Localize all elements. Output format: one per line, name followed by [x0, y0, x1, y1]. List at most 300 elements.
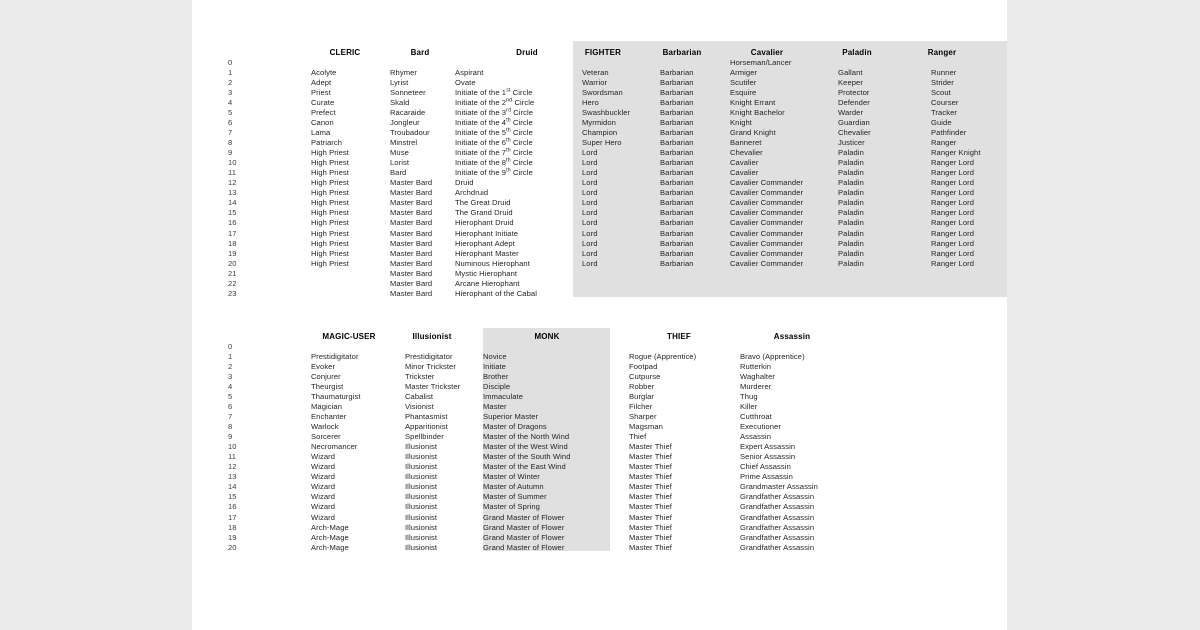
- cell-magic_user: Wizard: [311, 452, 336, 462]
- cell-monk: Master of Autumn: [483, 482, 544, 492]
- cell-monk: Master of Winter: [483, 472, 540, 482]
- row-number: 10: [228, 442, 237, 452]
- cell-ranger: Ranger Lord: [931, 198, 975, 208]
- cell-illusionist: Illusionist: [405, 502, 438, 512]
- column-header-monk: MONK: [534, 332, 560, 341]
- row-number: 12: [228, 462, 237, 472]
- column-header-bard: Bard: [410, 48, 430, 57]
- cell-illusionist: Visionist: [405, 402, 434, 412]
- cell-thief: Master Thief: [629, 532, 672, 542]
- cell-illusionist: Illusionist: [405, 482, 438, 492]
- cell-ranger: Ranger Lord: [931, 258, 975, 268]
- cell-paladin: Paladin: [838, 168, 864, 178]
- row-number: 2: [228, 78, 233, 88]
- cell-monk: Brother: [483, 372, 509, 382]
- cell-cleric: High Priest: [311, 238, 349, 248]
- cell-paladin: Paladin: [838, 218, 864, 228]
- cell-druid: Initiate of the 3rd Circle: [455, 107, 534, 118]
- cell-assassin: Murderer: [740, 382, 772, 392]
- cell-fighter: Swordsman: [582, 88, 623, 98]
- cell-cleric: Adept: [311, 78, 332, 88]
- cell-ranger: Pathfinder: [931, 128, 967, 138]
- cell-monk: Superior Master: [483, 412, 539, 422]
- cell-barbarian: Barbarian: [660, 258, 694, 268]
- cell-monk: Master of the North Wind: [483, 432, 570, 442]
- cell-thief: Master Thief: [629, 462, 672, 472]
- cell-cleric: High Priest: [311, 258, 349, 268]
- cell-thief: Rogue (Apprentice): [629, 352, 697, 362]
- row-number: 7: [228, 412, 233, 422]
- cell-assassin: Thug: [740, 392, 758, 402]
- cell-fighter: Lord: [582, 178, 598, 188]
- column-header-thief: THIEF: [667, 332, 691, 341]
- cell-fighter: Lord: [582, 188, 598, 198]
- cell-monk: Initiate: [483, 362, 506, 372]
- cell-paladin: Paladin: [838, 158, 864, 168]
- cell-paladin: Paladin: [838, 178, 864, 188]
- cell-thief: Thief: [629, 432, 647, 442]
- cell-thief: Sharper: [629, 412, 657, 422]
- cell-thief: Magsman: [629, 422, 663, 432]
- cell-cavalier: Armiger: [730, 68, 758, 78]
- cell-monk: Grand Master of Flower: [483, 532, 565, 542]
- cell-paladin: Paladin: [838, 258, 864, 268]
- cell-barbarian: Barbarian: [660, 118, 694, 128]
- cell-bard: Racaraide: [390, 108, 426, 118]
- cell-magic_user: Thaumaturgist: [311, 392, 361, 402]
- cell-thief: Burglar: [629, 392, 655, 402]
- row-number: 13: [228, 472, 237, 482]
- cell-bard: Master Bard: [390, 238, 433, 248]
- row-number: 16: [228, 502, 237, 512]
- cell-assassin: Grandfather Assassin: [740, 512, 815, 522]
- cell-paladin: Warder: [838, 108, 864, 118]
- cell-barbarian: Barbarian: [660, 188, 694, 198]
- row-number: 9: [228, 148, 233, 158]
- cell-druid: Initiate of the 1st Circle: [455, 87, 533, 98]
- cell-fighter: Lord: [582, 218, 598, 228]
- cell-bard: Master Bard: [390, 258, 433, 268]
- cell-fighter: Lord: [582, 258, 598, 268]
- cell-barbarian: Barbarian: [660, 108, 694, 118]
- row-number: 1: [228, 352, 233, 362]
- row-number: 18: [228, 238, 237, 248]
- cell-illusionist: Illusionist: [405, 452, 438, 462]
- row-number: 3: [228, 88, 233, 98]
- cell-fighter: Lord: [582, 248, 598, 258]
- cell-bard: Master Bard: [390, 228, 433, 238]
- cell-bard: Master Bard: [390, 218, 433, 228]
- cell-fighter: Lord: [582, 208, 598, 218]
- cell-thief: Master Thief: [629, 512, 672, 522]
- cell-cleric: Acolyte: [311, 68, 337, 78]
- cell-assassin: Waghalter: [740, 372, 776, 382]
- row-number: 21: [228, 268, 237, 278]
- cell-bard: Master Bard: [390, 198, 433, 208]
- cell-barbarian: Barbarian: [660, 128, 694, 138]
- cell-druid: Numinous Hierophant: [455, 258, 530, 268]
- cell-druid: Arcane Hierophant: [455, 278, 520, 288]
- cell-fighter: Lord: [582, 158, 598, 168]
- cell-cleric: Prefect: [311, 108, 336, 118]
- cell-illusionist: Illusionist: [405, 442, 438, 452]
- cell-cavalier: Cavalier Commander: [730, 188, 804, 198]
- cell-barbarian: Barbarian: [660, 248, 694, 258]
- cell-fighter: Myrmidon: [582, 118, 616, 128]
- cell-monk: Master of the East Wind: [483, 462, 566, 472]
- cell-assassin: Chief Assassin: [740, 462, 791, 472]
- cell-ranger: Ranger Lord: [931, 208, 975, 218]
- cell-ranger: Guide: [931, 118, 952, 128]
- row-number: 17: [228, 228, 237, 238]
- cell-druid: Initiate of the 9th Circle: [455, 167, 533, 178]
- column-header-assassin: Assassin: [773, 332, 811, 341]
- cell-bard: Muse: [390, 148, 409, 158]
- cell-thief: Master Thief: [629, 472, 672, 482]
- cell-thief: Filcher: [629, 402, 653, 412]
- cell-thief: Robber: [629, 382, 655, 392]
- cell-barbarian: Barbarian: [660, 138, 694, 148]
- cell-thief: Master Thief: [629, 442, 672, 452]
- cell-monk: Master of Summer: [483, 492, 547, 502]
- cell-magic_user: Prestidigitator: [311, 352, 359, 362]
- row-number: 19: [228, 532, 237, 542]
- cell-thief: Master Thief: [629, 492, 672, 502]
- cell-druid: Initiate of the 4th Circle: [455, 117, 533, 128]
- cell-ranger: Tracker: [931, 108, 957, 118]
- cell-monk: Grand Master of Flower: [483, 522, 565, 532]
- cell-paladin: Paladin: [838, 148, 864, 158]
- row-number: 0: [228, 58, 233, 67]
- row-number: 11: [228, 452, 237, 462]
- cell-fighter: Hero: [582, 98, 599, 108]
- cell-cavalier: Horseman/Lancer: [730, 58, 792, 67]
- cell-paladin: Paladin: [838, 188, 864, 198]
- cell-druid: The Great Druid: [455, 198, 511, 208]
- row-number: 22: [228, 278, 237, 288]
- cell-magic_user: Wizard: [311, 512, 336, 522]
- row-number: 18: [228, 522, 237, 532]
- cell-cavalier: Chevalier: [730, 148, 763, 158]
- cell-illusionist: Apparitionist: [405, 422, 448, 432]
- column-header-paladin: Paladin: [842, 48, 872, 57]
- cell-monk: Master: [483, 402, 507, 412]
- cell-fighter: Warrior: [582, 78, 608, 88]
- cell-ranger: Ranger Lord: [931, 218, 975, 228]
- row-number: 5: [228, 392, 233, 402]
- cell-cleric: High Priest: [311, 228, 349, 238]
- cell-paladin: Paladin: [838, 208, 864, 218]
- cell-ranger: Strider: [931, 78, 954, 88]
- cell-barbarian: Barbarian: [660, 208, 694, 218]
- cell-fighter: Swashbuckler: [582, 108, 631, 118]
- cell-bard: Master Bard: [390, 288, 433, 298]
- cell-ranger: Ranger Lord: [931, 158, 975, 168]
- cell-druid: Aspirant: [455, 68, 484, 78]
- cell-barbarian: Barbarian: [660, 218, 694, 228]
- cell-assassin: Bravo (Apprentice): [740, 352, 805, 362]
- row-number: 11: [228, 168, 237, 178]
- cell-ranger: Runner: [931, 68, 957, 78]
- row-number: 19: [228, 248, 237, 258]
- cell-cavalier: Cavalier Commander: [730, 198, 804, 208]
- cell-cleric: Canon: [311, 118, 334, 128]
- cell-illusionist: Master Trickster: [405, 382, 461, 392]
- row-number: 15: [228, 492, 237, 502]
- cell-magic_user: Enchanter: [311, 412, 347, 422]
- cell-barbarian: Barbarian: [660, 148, 694, 158]
- cell-cavalier: Cavalier: [730, 158, 759, 168]
- cell-thief: Master Thief: [629, 522, 672, 532]
- cell-druid: Hierophant Master: [455, 248, 519, 258]
- cell-paladin: Paladin: [838, 238, 864, 248]
- cell-assassin: Grandfather Assassin: [740, 542, 815, 552]
- cell-bard: Minstrel: [390, 138, 418, 148]
- cell-cleric: High Priest: [311, 198, 349, 208]
- cell-magic_user: Wizard: [311, 482, 336, 492]
- cell-assassin: Expert Assassin: [740, 442, 796, 452]
- cell-magic_user: Necromancer: [311, 442, 358, 452]
- column-header-barbarian: Barbarian: [662, 48, 702, 57]
- cell-barbarian: Barbarian: [660, 178, 694, 188]
- cell-monk: Grand Master of Flower: [483, 512, 565, 522]
- cell-magic_user: Conjurer: [311, 372, 341, 382]
- cell-ranger: Ranger Lord: [931, 178, 975, 188]
- cell-assassin: Grandfather Assassin: [740, 502, 815, 512]
- cell-ranger: Ranger: [931, 138, 957, 148]
- cell-assassin: Assassin: [740, 432, 771, 442]
- row-number: 8: [228, 138, 233, 148]
- column-header-ranger: Ranger: [927, 48, 957, 57]
- cell-magic_user: Magician: [311, 402, 342, 412]
- cell-magic_user: Sorcerer: [311, 432, 341, 442]
- cell-fighter: Lord: [582, 148, 598, 158]
- cell-illusionist: Illusionist: [405, 522, 438, 532]
- column-header-magic_user: MAGIC-USER: [322, 332, 376, 341]
- cell-druid: Initiate of the 7th Circle: [455, 147, 533, 158]
- cell-cavalier: Cavalier Commander: [730, 258, 804, 268]
- cell-illusionist: Illusionist: [405, 472, 438, 482]
- cell-paladin: Paladin: [838, 198, 864, 208]
- cell-cavalier: Cavalier: [730, 168, 759, 178]
- row-number: 10: [228, 158, 237, 168]
- cell-druid: The Grand Druid: [455, 208, 513, 218]
- cell-bard: Master Bard: [390, 248, 433, 258]
- cell-cleric: High Priest: [311, 208, 349, 218]
- row-number: 4: [228, 382, 233, 392]
- cell-cleric: High Priest: [311, 218, 349, 228]
- cell-cleric: High Priest: [311, 158, 349, 168]
- row-number: 5: [228, 108, 233, 118]
- cell-cavalier: Cavalier Commander: [730, 178, 804, 188]
- cell-bard: Master Bard: [390, 278, 433, 288]
- document-sheet: [192, 0, 1007, 630]
- cell-illusionist: Minor Trickster: [405, 362, 456, 372]
- cell-illusionist: Illusionist: [405, 462, 438, 472]
- cell-cavalier: Cavalier Commander: [730, 218, 804, 228]
- cell-druid: Hierophant of the Cabal: [455, 288, 537, 298]
- cell-ranger: Scout: [931, 88, 951, 98]
- cell-assassin: Grandfather Assassin: [740, 522, 815, 532]
- cell-barbarian: Barbarian: [660, 158, 694, 168]
- cell-druid: Druid: [455, 178, 474, 188]
- cell-ranger: Courser: [931, 98, 959, 108]
- column-header-cavalier: Cavalier: [750, 48, 784, 57]
- cell-assassin: Rutterkin: [740, 362, 772, 372]
- cell-assassin: Senior Assassin: [740, 452, 796, 462]
- cell-illusionist: Trickster: [405, 372, 435, 382]
- cell-cleric: High Priest: [311, 148, 349, 158]
- cell-illusionist: Spellbinder: [405, 432, 444, 442]
- row-number: 14: [228, 198, 237, 208]
- cell-magic_user: Arch-Mage: [311, 542, 349, 552]
- cell-monk: Immaculate: [483, 392, 524, 402]
- cell-paladin: Keeper: [838, 78, 863, 88]
- cell-fighter: Lord: [582, 198, 598, 208]
- cell-thief: Footpad: [629, 362, 658, 372]
- cell-ranger: Ranger Lord: [931, 228, 975, 238]
- cell-barbarian: Barbarian: [660, 98, 694, 108]
- cell-druid: Initiate of the 6th Circle: [455, 137, 533, 148]
- cell-druid: Mystic Hierophant: [455, 268, 518, 278]
- cell-bard: Bard: [390, 168, 407, 178]
- cell-monk: Master of Spring: [483, 502, 540, 512]
- cell-assassin: Grandfather Assassin: [740, 532, 815, 542]
- cell-fighter: Veteran: [582, 68, 609, 78]
- cell-magic_user: Arch-Mage: [311, 522, 349, 532]
- row-number: 2: [228, 362, 233, 372]
- cell-ranger: Ranger Lord: [931, 238, 975, 248]
- cell-cleric: High Priest: [311, 188, 349, 198]
- cell-druid: Initiate of the 2nd Circle: [455, 97, 535, 108]
- cell-cleric: Priest: [311, 88, 331, 98]
- cell-druid: Initiate of the 8th Circle: [455, 157, 533, 168]
- cell-cavalier: Banneret: [730, 138, 762, 148]
- cell-assassin: Killer: [740, 402, 758, 412]
- cell-thief: Master Thief: [629, 482, 672, 492]
- cell-magic_user: Wizard: [311, 502, 336, 512]
- column-header-cleric: CLERIC: [329, 48, 361, 57]
- cell-fighter: Lord: [582, 228, 598, 238]
- cell-bard: Lyrist: [390, 78, 409, 88]
- cell-thief: Master Thief: [629, 542, 672, 552]
- cell-bard: Master Bard: [390, 188, 433, 198]
- cell-cavalier: Cavalier Commander: [730, 208, 804, 218]
- cell-magic_user: Wizard: [311, 472, 336, 482]
- cell-druid: Initiate of the 5th Circle: [455, 127, 533, 138]
- row-number: 12: [228, 178, 237, 188]
- row-number: 1: [228, 68, 233, 78]
- cell-fighter: Super Hero: [582, 138, 622, 148]
- cell-ranger: Ranger Lord: [931, 168, 975, 178]
- row-number: 0: [228, 342, 233, 351]
- cell-barbarian: Barbarian: [660, 228, 694, 238]
- cell-barbarian: Barbarian: [660, 198, 694, 208]
- cell-magic_user: Warlock: [311, 422, 339, 432]
- cell-cavalier: Knight Bachelor: [730, 108, 785, 118]
- cell-thief: Cutpurse: [629, 372, 661, 382]
- cell-bard: Lorist: [390, 158, 410, 168]
- column-header-druid: Druid: [516, 48, 538, 57]
- cell-magic_user: Wizard: [311, 492, 336, 502]
- cell-paladin: Defender: [838, 98, 870, 108]
- column-header-fighter: FIGHTER: [584, 48, 622, 57]
- cell-paladin: Guardian: [838, 118, 870, 128]
- cell-bard: Master Bard: [390, 208, 433, 218]
- row-number: 20: [228, 542, 237, 552]
- cell-monk: Master of Dragons: [483, 422, 547, 432]
- cell-barbarian: Barbarian: [660, 88, 694, 98]
- cell-illusionist: Phantasmist: [405, 412, 448, 422]
- cell-cavalier: Cavalier Commander: [730, 228, 804, 238]
- cell-bard: Master Bard: [390, 178, 433, 188]
- row-number: 6: [228, 402, 233, 412]
- cell-bard: Rhymer: [390, 68, 418, 78]
- cell-bard: Jongleur: [390, 118, 420, 128]
- row-number: 20: [228, 258, 237, 268]
- row-number: 9: [228, 432, 233, 442]
- cell-magic_user: Arch-Mage: [311, 532, 349, 542]
- cell-cavalier: Grand Knight: [730, 128, 776, 138]
- cell-assassin: Prime Assassin: [740, 472, 793, 482]
- row-number: 7: [228, 128, 233, 138]
- cell-illusionist: Cabalist: [405, 392, 434, 402]
- cell-paladin: Protector: [838, 88, 870, 98]
- cell-fighter: Lord: [582, 168, 598, 178]
- cell-magic_user: Evoker: [311, 362, 336, 372]
- cell-monk: Disciple: [483, 382, 511, 392]
- row-number: 17: [228, 512, 237, 522]
- cell-fighter: Lord: [582, 238, 598, 248]
- row-number: 14: [228, 482, 237, 492]
- cell-thief: Master Thief: [629, 452, 672, 462]
- row-number: 6: [228, 118, 233, 128]
- cell-illusionist: Illusionist: [405, 492, 438, 502]
- cell-druid: Hierophant Adept: [455, 238, 515, 248]
- cell-bard: Skald: [390, 98, 410, 108]
- cell-bard: Troubadour: [390, 128, 430, 138]
- row-number: 3: [228, 372, 233, 382]
- row-number: 4: [228, 98, 233, 108]
- cell-barbarian: Barbarian: [660, 68, 694, 78]
- cell-barbarian: Barbarian: [660, 78, 694, 88]
- row-number: 8: [228, 422, 233, 432]
- cell-cavalier: Scutifer: [730, 78, 757, 88]
- cell-cavalier: Knight Errant: [730, 98, 776, 108]
- cell-cleric: Patriarch: [311, 138, 343, 148]
- cell-ranger: Ranger Lord: [931, 188, 975, 198]
- cell-illusionist: Illusionist: [405, 542, 438, 552]
- cell-cleric: Lama: [311, 128, 331, 138]
- cell-paladin: Gallant: [838, 68, 863, 78]
- cell-illusionist: Illusionist: [405, 512, 438, 522]
- cell-ranger: Ranger Knight: [931, 148, 981, 158]
- cell-bard: Master Bard: [390, 268, 433, 278]
- cell-illusionist: Prestidigitator: [405, 352, 453, 362]
- cell-monk: Novice: [483, 352, 507, 362]
- cell-magic_user: Theurgist: [311, 382, 344, 392]
- cell-cavalier: Esquire: [730, 88, 757, 98]
- cell-paladin: Chevalier: [838, 128, 871, 138]
- cell-assassin: Grandfather Assassin: [740, 492, 815, 502]
- cell-assassin: Executioner: [740, 422, 781, 432]
- cell-ranger: Ranger Lord: [931, 248, 975, 258]
- cell-druid: Ovate: [455, 78, 476, 88]
- cell-druid: Archdruid: [455, 188, 489, 198]
- cell-cleric: High Priest: [311, 168, 349, 178]
- cell-cavalier: Knight: [730, 118, 752, 128]
- cell-bard: Sonneteer: [390, 88, 426, 98]
